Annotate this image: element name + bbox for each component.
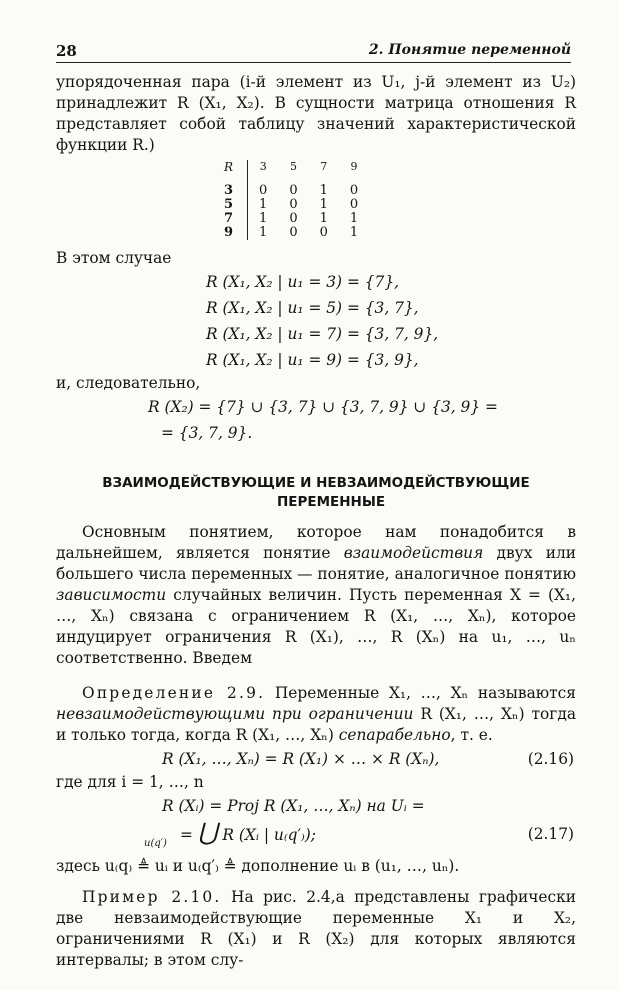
para2-emphasis2: зависимости — [56, 586, 167, 604]
matrix-cell: 1 — [319, 211, 328, 226]
example-paragraph — [56, 887, 576, 971]
matrix-row-label: 3 — [224, 184, 248, 198]
conditional-formula: R (X₁, X₂ | u₁ = 9) = {3, 9}, — [206, 351, 419, 369]
matrix-row — [224, 184, 369, 198]
matrix-cell: 1 — [259, 211, 268, 226]
matrix-row-label: 5 — [224, 198, 248, 212]
matrix-col-header: 9 — [350, 160, 358, 173]
matrix-cell: 1 — [349, 211, 359, 226]
matrix-cell: 1 — [319, 183, 328, 198]
para2-text1: Основным понятием, которое нам понадобится в дальнейшем, является понятие — [56, 523, 576, 562]
definition-text2: R (X₁, …, Xₙ) тогда и только тогда, когда R (X₁, …, Xₙ) — [56, 705, 576, 744]
para2-emphasis1: взаимодействия — [343, 544, 484, 562]
example-text: На рис. 2.4,а представлены графически две невзаимодействующие переменные X₁ и X₂, ограничениями R (X₁) и R (X₂) для которых являются интервалы; в этом слу- — [56, 888, 577, 969]
definition-text3: , т. е. — [450, 726, 493, 744]
running-title: 2. Понятие переменной — [368, 42, 571, 58]
definition-text1: Переменные X₁, …, Xₙ называются — [265, 684, 577, 702]
matrix-cell: 1 — [259, 197, 268, 212]
matrix-cell: 1 — [349, 225, 359, 240]
union-formula-line2: = {3, 7, 9}. — [161, 424, 253, 442]
definition-label: Определение 2.9. — [82, 684, 266, 702]
equals-sign: = — [180, 826, 193, 844]
matrix-row — [224, 226, 369, 240]
consequently-text: и, следовательно, — [56, 374, 201, 392]
equation-2-16-number: (2.16) — [527, 750, 574, 768]
matrix-cell: 0 — [289, 225, 298, 240]
section-heading-line2: ПЕРЕМЕННЫЕ — [276, 494, 386, 510]
union-subscript: u(q′) — [144, 838, 167, 849]
page-body — [56, 72, 576, 971]
paragraph-intro: упорядоченная пара (i-й элемент из U₁, j-й элемент из U₂) принадлежит R (X₁, X₂). В сущности матрица отношения R представляет собой таблицу значений характеристической функции R.) — [56, 73, 576, 154]
definition-emphasis2: сепарабельно — [338, 726, 451, 744]
relation-matrix — [224, 160, 370, 240]
in-this-case-text: В этом случае — [56, 249, 172, 267]
union-formula-line1: R (X₂) = {7} ∪ {3, 7} ∪ {3, 7, 9} ∪ {3, 9} = — [148, 398, 498, 416]
equation-2-17-rhs — [56, 819, 316, 848]
matrix-row-label: 9 — [224, 226, 248, 240]
matrix-col-header: 3 — [259, 160, 267, 173]
matrix-cell: 0 — [319, 225, 328, 240]
conditional-formula: R (X₁, X₂ | u₁ = 3) = {7}, — [206, 273, 399, 291]
matrix-cell: 0 — [259, 183, 268, 198]
matrix-col-header: 5 — [289, 160, 297, 173]
matrix-cell: 0 — [349, 183, 359, 198]
page-number: 28 — [56, 42, 77, 60]
matrix-cell: 1 — [319, 197, 328, 212]
para2-text2: двух или большего числа переменных — понятие, аналогичное понятию — [56, 544, 576, 583]
paragraph-interaction — [56, 522, 576, 669]
here-definition-text: здесь u₍q₎ ≜ uᵢ и u₍q′₎ ≜ дополнение uᵢ в (u₁, …, uₙ). — [56, 857, 460, 875]
matrix-cell: 0 — [349, 197, 359, 212]
section-heading — [56, 474, 576, 512]
matrix-header-row — [224, 160, 369, 184]
conditional-formula: R (X₁, X₂ | u₁ = 5) = {3, 7}, — [206, 299, 419, 317]
conditional-restriction: R (Xᵢ | u₍q′₎); — [222, 826, 316, 844]
header-rule — [56, 62, 571, 63]
matrix-col-header: 7 — [320, 160, 328, 173]
equation-2-17-number: (2.17) — [527, 824, 574, 843]
matrix-cell: 0 — [289, 197, 298, 212]
definition-paragraph — [56, 683, 576, 746]
equation-2-16 — [56, 746, 576, 772]
definition-emphasis1: невзаимодействующими при ограничении — [56, 705, 414, 723]
matrix-row-label: 7 — [224, 212, 248, 226]
matrix-corner-label: R — [224, 160, 248, 184]
matrix-cell: 0 — [289, 183, 298, 198]
where-text: где для i = 1, …, n — [56, 773, 204, 791]
equation-2-17-line1: R (Xᵢ) = Proj R (X₁, …, Xₙ) на Uᵢ = — [162, 797, 425, 815]
equation-2-16-formula: R (X₁, …, Xₙ) = R (X₁) × … × R (Xₙ), — [162, 750, 440, 768]
matrix-cell: 1 — [259, 225, 268, 240]
big-union-symbol: ⋃ — [197, 818, 218, 846]
para2-text3: случайных величин. Пусть переменная X = (X₁, …, Xₙ) связана с ограничением R (X₁, …, Xₙ), которое индуцирует ограничения R (X₁), …, R (Xₙ) на u₁, …, uₙ соответственно. Введем — [56, 586, 576, 667]
section-heading-line1: ВЗАИМОДЕЙСТВУЮЩИЕ И НЕВЗАИМОДЕЙСТВУЮЩИЕ — [102, 475, 530, 491]
matrix-row — [224, 198, 369, 212]
matrix-row — [224, 212, 369, 226]
matrix-cell: 0 — [289, 211, 298, 226]
conditional-formula: R (X₁, X₂ | u₁ = 7) = {3, 7, 9}, — [206, 325, 439, 343]
example-label: Пример 2.10. — [82, 888, 222, 906]
